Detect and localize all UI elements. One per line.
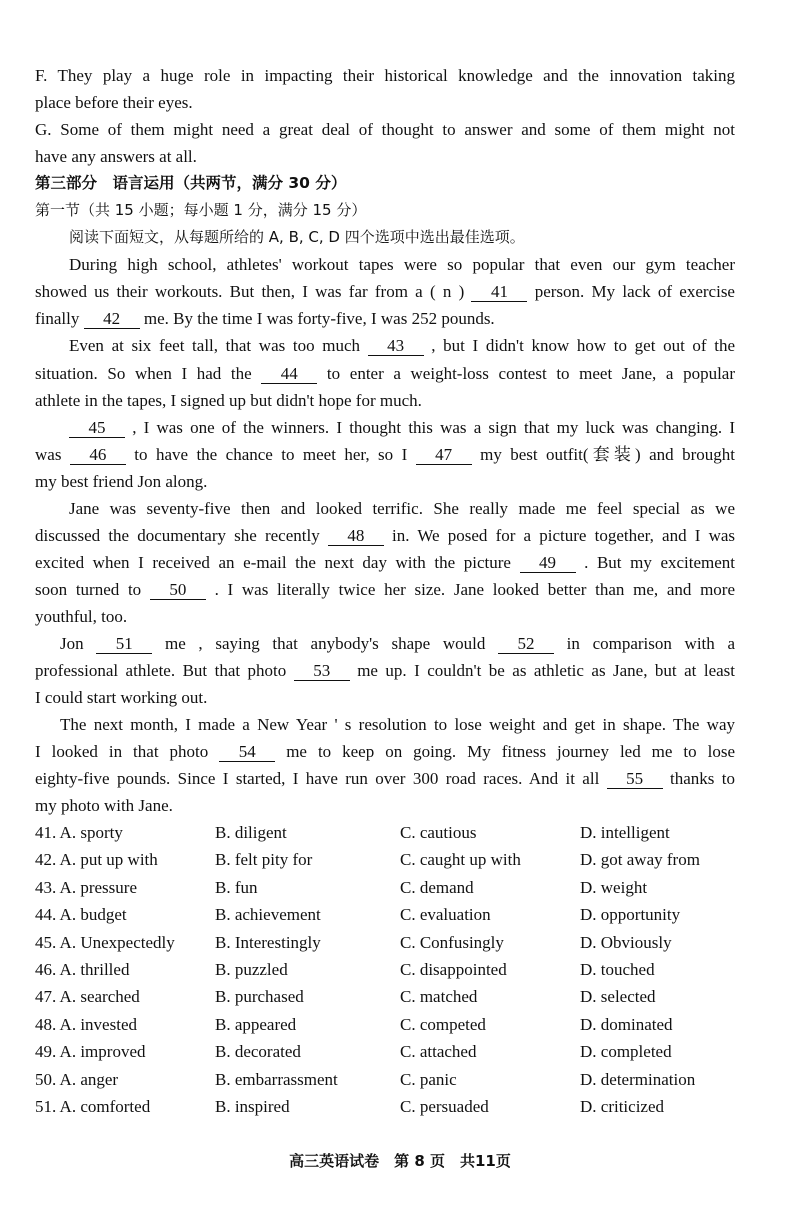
option-c: C. cautious [400, 823, 477, 842]
blank-47: 47 [416, 446, 472, 465]
option-c: C. demand [400, 877, 474, 897]
text-line [35, 278, 735, 305]
text-line [35, 657, 735, 684]
text-segment: During high school, athletes' workout tapes were so popular that even our gym teacher [69, 255, 735, 275]
text-segment: The next month, I made a New Year ' s resolution to lose weight and get in shape. The way [60, 715, 735, 735]
text-segment: youthful, too. [35, 606, 128, 626]
text-line [35, 62, 735, 89]
question-options-row [35, 819, 755, 846]
option-a: 51. A. comforted [35, 1096, 151, 1116]
blank-53: 53 [294, 662, 350, 681]
option-c: C. attached [400, 1042, 477, 1062]
option-d: D. completed [580, 1042, 672, 1062]
question-options-row [35, 1038, 755, 1065]
text-line [35, 143, 735, 170]
text-segment: Jon [60, 633, 97, 653]
text-segment: my best outfit(套装) and brought [480, 444, 735, 464]
option-d: D. dominated [580, 1014, 673, 1034]
text-line [35, 116, 735, 143]
text-segment: me , saying that anybody's shape would [164, 633, 498, 653]
text-line [35, 360, 735, 387]
question-options-row [35, 874, 755, 901]
blank-43: 43 [368, 337, 424, 356]
text-segment: have any answers at all. [35, 147, 197, 167]
page-footer: 高三英语试卷 第 8 页 共11页 [289, 1152, 511, 1170]
text-segment: , I was one of the winners. I thought this was a sign that my luck was changing. I [132, 417, 735, 437]
text-segment: . I was literally twice her size. Jane looked better than me, and more [214, 579, 735, 599]
text-segment: excited when I received an e-mail the next day with the picture [35, 552, 520, 572]
blank-42: 42 [84, 310, 140, 329]
option-d: D. criticized [580, 1096, 665, 1116]
text-line [35, 711, 735, 738]
text-line [35, 495, 735, 522]
text-line [35, 576, 735, 603]
option-d: D. Obviously [580, 932, 672, 952]
question-options-row [35, 846, 755, 873]
text-segment: me. By the time I was forty-five, I was 252 pounds. [143, 309, 495, 329]
option-c: C. disappointed [400, 959, 507, 979]
text-segment: me up. I couldn't be as athletic as Jane, but at least [357, 661, 735, 681]
option-b: B. inspired [215, 1096, 290, 1116]
option-c: C. competed [400, 1014, 486, 1034]
text-segment: G. Some of them might need a great deal of thought to answer and some of them might not [35, 120, 735, 140]
text-segment: F. They play a huge role in impacting their historical knowledge and the innovation taking [35, 66, 735, 85]
blank-48: 48 [328, 527, 384, 546]
text-line [35, 549, 735, 576]
question-options-row [35, 1066, 755, 1093]
text-line [35, 224, 735, 251]
option-c: C. panic [400, 1069, 457, 1089]
text-segment: , but I didn't know how to get out of the [431, 336, 735, 356]
blank-54: 54 [219, 743, 275, 762]
text-segment: to have the chance to meet her, so I [134, 444, 416, 464]
blank-41: 41 [471, 283, 527, 302]
text-line [35, 414, 735, 441]
text-line [35, 684, 735, 711]
option-d: D. selected [580, 987, 656, 1007]
option-b: B. fun [215, 877, 258, 897]
option-d: D. got away from [580, 850, 700, 870]
text-segment: my photo with Jane. [35, 796, 173, 816]
question-options-row [35, 901, 755, 928]
option-b: B. appeared [215, 1014, 297, 1034]
option-a: 49. A. improved [35, 1042, 146, 1062]
option-a: 41. A. sporty [35, 823, 123, 842]
text-segment: . But my excitement [584, 552, 735, 572]
option-c: C. evaluation [400, 905, 491, 925]
option-b: B. embarrassment [215, 1069, 338, 1089]
option-b: B. Interestingly [215, 932, 321, 952]
text-segment: Even at six feet tall, that was too much [69, 336, 368, 356]
text-segment: in comparison with a [566, 633, 735, 653]
question-options-row [35, 1011, 755, 1038]
text-segment: I could start working out. [35, 688, 208, 708]
option-c: C. matched [400, 987, 478, 1007]
option-a: 42. A. put up with [35, 850, 158, 870]
option-a: 46. A. thrilled [35, 959, 130, 979]
option-d: D. determination [580, 1069, 696, 1089]
text-segment: to enter a weight-loss contest to meet Jane, a popular [326, 363, 735, 383]
text-line [35, 792, 735, 819]
text-segment: finally [35, 309, 84, 329]
text-segment: situation. So when I had the [35, 363, 262, 383]
option-a: 50. A. anger [35, 1069, 119, 1089]
option-a: 44. A. budget [35, 905, 127, 925]
option-b: B. purchased [215, 987, 304, 1007]
text-segment: my best friend Jon along. [35, 471, 208, 491]
blank-46: 46 [70, 446, 126, 465]
text-line [35, 170, 735, 197]
option-a: 43. A. pressure [35, 877, 137, 897]
option-b: B. puzzled [215, 959, 288, 979]
blank-45: 45 [69, 419, 125, 438]
text-line [35, 738, 735, 765]
option-b: B. achievement [215, 905, 321, 925]
text-segment: Jane was seventy-five then and looked terrific. She really made me feel special as we [69, 498, 735, 518]
text-segment: 第三部分 语言运用（共两节，满分 30 分） [35, 174, 347, 193]
text-line [35, 197, 735, 224]
blank-52: 52 [498, 635, 554, 654]
option-b: B. diligent [215, 823, 287, 842]
text-segment: in. We posed for a picture together, and I was [392, 525, 735, 545]
question-options-row [35, 956, 755, 983]
blank-44: 44 [261, 365, 317, 384]
text-line [35, 630, 735, 657]
blank-50: 50 [150, 581, 206, 600]
blank-51: 51 [96, 635, 152, 654]
text-segment: person. My lack of exercise [534, 282, 735, 302]
text-line [35, 387, 735, 414]
option-d: D. weight [580, 877, 648, 897]
answer-options [35, 819, 755, 1120]
text-line [35, 468, 735, 495]
option-b: B. felt pity for [215, 850, 313, 870]
option-a: 47. A. searched [35, 987, 140, 1007]
text-line [35, 765, 735, 792]
text-line [35, 251, 735, 278]
option-c: C. Confusingly [400, 932, 504, 952]
option-d: D. touched [580, 959, 655, 979]
text-segment: place before their eyes. [35, 93, 193, 113]
text-segment: professional athlete. But that photo [35, 661, 294, 681]
option-b: B. decorated [215, 1042, 301, 1062]
question-options-row [35, 983, 755, 1010]
question-options-row [35, 929, 755, 956]
text-segment: me to keep on going. My fitness journey led me to lose [286, 742, 735, 762]
option-a: 48. A. invested [35, 1014, 137, 1034]
option-a: 45. A. Unexpectedly [35, 932, 175, 952]
text-segment: 阅读下面短文，从每题所给的 A, B, C, D 四个选项中选出最佳选项。 [69, 228, 525, 247]
text-segment: athlete in the tapes, I signed up but didn't hope for much. [35, 390, 422, 410]
text-segment: showed us their workouts. But then, I was far from a ( n ) [35, 282, 472, 302]
question-options-row [35, 1093, 755, 1120]
text-segment: was [35, 444, 70, 464]
blank-49: 49 [520, 554, 576, 573]
option-c: C. caught up with [400, 850, 521, 870]
text-segment: discussed the documentary she recently [35, 525, 328, 545]
text-line [35, 89, 735, 116]
option-d: D. opportunity [580, 905, 681, 925]
option-d: D. intelligent [580, 823, 670, 842]
passage [35, 62, 735, 819]
text-segment: I looked in that photo [35, 742, 220, 762]
text-line [35, 603, 735, 630]
text-segment: eighty-five pounds. Since I started, I have run over 300 road races. And it all [35, 769, 607, 789]
text-line [35, 305, 735, 332]
blank-55: 55 [607, 770, 663, 789]
option-c: C. persuaded [400, 1096, 489, 1116]
text-segment: soon turned to [35, 579, 150, 599]
text-line [35, 332, 735, 359]
text-line [35, 441, 735, 468]
text-segment: thanks to [670, 769, 735, 789]
text-line [35, 522, 735, 549]
text-segment: 第一节（共 15 小题；每小题 1 分，满分 15 分） [35, 201, 367, 220]
